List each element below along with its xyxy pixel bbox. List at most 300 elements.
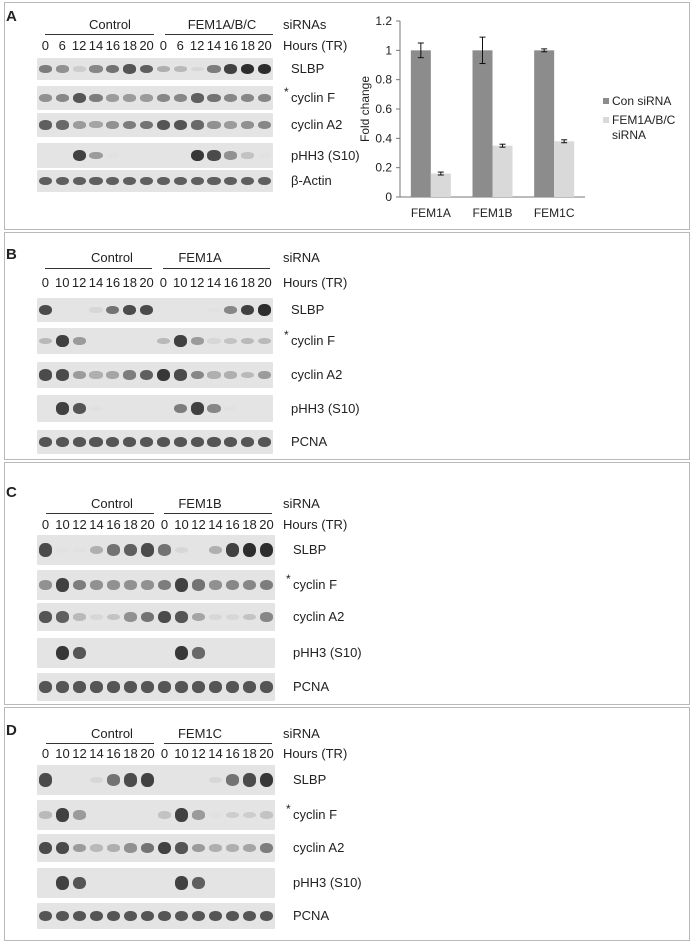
protein-band (56, 646, 69, 660)
hour-label: 18 (242, 517, 257, 532)
group-label-knockdown: FEM1B (178, 496, 222, 511)
x-category-label: FEM1A (410, 206, 451, 220)
protein-band (123, 94, 136, 101)
hours-header: Hours (TR) (283, 275, 348, 290)
protein-band (175, 646, 188, 660)
group-label-knockdown: FEM1A/B/C (187, 17, 257, 32)
hour-label: 0 (159, 38, 168, 53)
protein-band (39, 681, 52, 693)
hours-header: Hours (TR) (283, 746, 348, 761)
protein-band (73, 337, 86, 345)
protein-band (241, 94, 254, 102)
protein-band (141, 773, 154, 787)
hour-label: 16 (106, 517, 121, 532)
x-category-label: FEM1C (533, 206, 575, 220)
hour-label: 14 (206, 275, 222, 290)
group-header: siRNA (283, 250, 320, 265)
protein-band (241, 437, 254, 447)
group-label-control: Control (89, 17, 131, 32)
bar-knockdown (554, 141, 574, 197)
blot-row-label: cyclin A2 (293, 609, 345, 624)
blot-row-label: SLBP (293, 542, 327, 557)
protein-band (106, 153, 119, 158)
protein-band (123, 370, 136, 379)
protein-band (207, 94, 220, 103)
protein-band (260, 543, 273, 558)
protein-band (260, 681, 273, 693)
blot-row-label: SLBP (293, 772, 327, 787)
protein-band (73, 877, 86, 890)
y-tick-label: 0.2 (375, 160, 392, 175)
protein-band (89, 437, 102, 447)
group-label-control: Control (91, 250, 133, 265)
protein-band (89, 65, 102, 72)
protein-band (107, 544, 120, 555)
protein-band (209, 546, 222, 554)
hour-label: 0 (160, 517, 169, 532)
protein-band (56, 547, 69, 553)
protein-band (175, 808, 188, 822)
protein-band (124, 544, 137, 556)
protein-band (141, 612, 154, 622)
protein-band (207, 371, 220, 378)
protein-band (192, 681, 205, 693)
protein-band (140, 437, 153, 447)
hour-label: 18 (123, 517, 138, 532)
hour-label: 12 (191, 517, 206, 532)
protein-band (174, 335, 187, 347)
group-underline-control (45, 34, 154, 35)
protein-band (258, 153, 271, 158)
hour-label: 14 (89, 746, 104, 761)
protein-band (175, 876, 188, 890)
protein-band (39, 811, 52, 819)
nonspecific-band-asterisk: * (284, 85, 289, 99)
protein-band (73, 121, 86, 128)
protein-band (174, 94, 187, 102)
group-underline-control (45, 268, 152, 269)
protein-band (175, 578, 188, 592)
protein-band (89, 177, 102, 186)
blot-row-label: PCNA (291, 434, 328, 449)
y-tick-label: 0.4 (375, 131, 392, 146)
protein-band (90, 580, 103, 590)
protein-band (56, 578, 69, 592)
hour-label: 12 (189, 275, 205, 290)
protein-band (90, 614, 103, 620)
nonspecific-band-asterisk: * (284, 328, 289, 342)
protein-band (73, 681, 86, 693)
protein-band (73, 437, 86, 447)
protein-band (89, 152, 102, 160)
group-underline-knockdown (164, 743, 272, 744)
protein-band (258, 304, 271, 316)
protein-band (191, 337, 204, 345)
protein-band (107, 580, 120, 590)
hour-label: 6 (176, 38, 184, 53)
group-header: siRNAs (283, 17, 327, 32)
protein-band (73, 66, 86, 71)
protein-band (260, 843, 273, 853)
legend-label-knockdown-line1: FEM1A/B/C (612, 113, 676, 127)
protein-band (174, 369, 187, 380)
protein-band (174, 120, 187, 130)
protein-band (175, 611, 188, 623)
protein-band (175, 547, 188, 553)
protein-band (243, 543, 256, 558)
protein-band (56, 876, 69, 890)
panel-letter: A (6, 8, 17, 25)
protein-band (39, 65, 52, 73)
hour-label: 20 (139, 38, 154, 53)
hour-label: 20 (259, 746, 274, 761)
protein-band (158, 842, 171, 855)
protein-band (140, 305, 153, 315)
protein-band (174, 177, 187, 186)
protein-band (90, 777, 103, 783)
protein-band (89, 307, 102, 312)
hour-label: 12 (72, 746, 87, 761)
hour-label: 12 (72, 517, 87, 532)
protein-band (157, 437, 170, 447)
hour-label: 14 (88, 38, 104, 53)
protein-band (56, 842, 69, 854)
y-tick-label: 1.2 (375, 14, 392, 28)
hour-label: 20 (257, 275, 272, 290)
panel-letter: C (6, 484, 17, 501)
protein-band (207, 308, 220, 313)
protein-band (124, 612, 137, 621)
protein-band (224, 151, 237, 159)
protein-band (192, 877, 205, 889)
blot-strip (37, 298, 273, 322)
y-tick-label: 0.6 (375, 102, 392, 116)
protein-band (209, 777, 222, 783)
hour-label: 10 (55, 275, 70, 290)
protein-band (207, 338, 220, 344)
protein-band (175, 681, 188, 693)
protein-band (39, 611, 52, 623)
hours-header: Hours (TR) (283, 38, 348, 53)
protein-band (141, 843, 154, 853)
hour-label: 18 (122, 275, 137, 290)
hour-label: 0 (41, 38, 50, 53)
hour-label: 0 (41, 275, 50, 290)
protein-band (158, 544, 171, 555)
group-underline-knockdown (165, 34, 273, 35)
group-label-control: Control (91, 496, 133, 511)
protein-band (39, 120, 52, 130)
blot-row-label: pHH3 (S10) (291, 400, 360, 416)
protein-band (258, 437, 271, 447)
protein-band (39, 369, 52, 380)
blot-row-label: PCNA (293, 908, 330, 923)
hour-label: 14 (208, 517, 223, 532)
bar-knockdown (431, 174, 451, 197)
blot-row-label: cyclin F (293, 807, 338, 822)
protein-band (207, 150, 220, 161)
protein-band (56, 808, 69, 822)
protein-band (209, 614, 222, 620)
blot-strip (37, 765, 275, 795)
protein-band (39, 580, 52, 590)
hour-label: 12 (71, 38, 87, 53)
protein-band (39, 842, 52, 854)
hour-label: 12 (71, 275, 87, 290)
hour-label: 14 (88, 275, 104, 290)
hour-label: 20 (259, 517, 274, 532)
protein-band (107, 774, 120, 785)
hour-label: 20 (257, 38, 272, 53)
hour-label: 18 (122, 38, 137, 53)
hour-label: 18 (123, 746, 138, 761)
protein-band (241, 121, 254, 129)
hour-label: 20 (140, 746, 155, 761)
protein-band (260, 811, 273, 818)
protein-band (243, 580, 256, 590)
hour-label: 0 (41, 517, 50, 532)
protein-band (89, 406, 102, 411)
protein-band (243, 681, 256, 693)
protein-band (124, 681, 137, 693)
protein-band (106, 371, 119, 379)
protein-band (158, 811, 171, 818)
group-header: siRNA (283, 496, 320, 511)
protein-band (124, 580, 137, 590)
protein-band (89, 371, 102, 378)
protein-band (158, 681, 171, 693)
protein-band (107, 681, 120, 693)
protein-band (140, 370, 153, 381)
blot-row-label: PCNA (293, 679, 330, 694)
protein-band (124, 843, 137, 852)
protein-band (224, 371, 237, 378)
panel-letter: D (6, 722, 17, 739)
protein-band (106, 94, 119, 101)
hour-label: 6 (58, 38, 66, 53)
protein-band (73, 371, 86, 379)
blot-row-label: cyclin F (291, 90, 336, 105)
protein-band (191, 177, 204, 186)
protein-band (73, 547, 86, 553)
hour-label: 16 (105, 275, 121, 290)
protein-band (73, 613, 86, 620)
protein-band (209, 580, 222, 590)
hour-label: 12 (189, 38, 205, 53)
protein-band (207, 121, 220, 129)
protein-band (73, 403, 86, 414)
protein-band (39, 305, 52, 315)
bar-knockdown (493, 146, 513, 197)
bar-control (534, 50, 554, 197)
protein-band (174, 404, 187, 414)
hour-label: 14 (89, 517, 104, 532)
blot-row-label: SLBP (291, 61, 325, 76)
hour-label: 18 (240, 38, 255, 53)
y-tick-label: 1 (385, 43, 392, 58)
hour-label: 0 (159, 275, 168, 290)
hour-label: 10 (55, 746, 70, 761)
protein-band (56, 177, 69, 186)
protein-band (56, 681, 69, 693)
protein-band (73, 150, 86, 161)
protein-band (224, 121, 237, 128)
protein-band (175, 842, 188, 854)
protein-band (141, 580, 154, 590)
protein-band (73, 177, 86, 186)
protein-band (73, 93, 86, 103)
nonspecific-band-asterisk: * (286, 802, 291, 816)
group-underline-knockdown (163, 268, 270, 269)
legend-label-knockdown (612, 113, 676, 142)
blot-row-label: cyclin F (293, 577, 338, 592)
protein-band (192, 647, 205, 659)
legend-swatch-control (603, 98, 609, 104)
y-tick-label: 0 (385, 190, 392, 204)
protein-band (207, 65, 220, 73)
protein-band (157, 66, 170, 72)
protein-band (106, 437, 119, 447)
protein-band (226, 844, 239, 852)
protein-band (107, 844, 120, 852)
hour-label: 16 (105, 38, 121, 53)
hours-header: Hours (TR) (283, 517, 348, 532)
protein-band (209, 681, 222, 693)
protein-band (207, 404, 220, 413)
protein-band (90, 844, 103, 851)
hour-label: 16 (223, 275, 239, 290)
protein-band (209, 812, 222, 818)
blot-row-label: cyclin A2 (291, 117, 343, 132)
protein-band (226, 681, 239, 693)
group-label-control: Control (91, 726, 133, 741)
legend-swatch-knockdown (603, 117, 609, 123)
legend-label-control: Con siRNA (612, 94, 672, 108)
blot-row-label: pHH3 (S10) (291, 147, 360, 163)
protein-band (260, 612, 273, 622)
protein-band (56, 65, 69, 72)
hour-label: 10 (174, 746, 189, 761)
nonspecific-band-asterisk: * (286, 572, 291, 586)
blot-row-label: SLBP (291, 302, 325, 317)
protein-band (90, 546, 103, 554)
hour-label: 12 (191, 746, 206, 761)
y-tick-label: 0.8 (375, 72, 392, 87)
protein-band (157, 120, 170, 130)
hour-label: 16 (223, 38, 239, 53)
protein-band (226, 774, 239, 785)
protein-band (207, 437, 220, 447)
hour-label: 14 (206, 38, 222, 53)
protein-band (140, 94, 153, 101)
hour-label: 14 (208, 746, 223, 761)
protein-band (258, 121, 271, 129)
hour-label: 20 (139, 275, 154, 290)
protein-band (191, 371, 204, 380)
protein-band (192, 613, 205, 621)
protein-band (243, 844, 256, 852)
protein-band (56, 611, 69, 622)
protein-band (243, 773, 256, 786)
protein-band (192, 579, 205, 590)
protein-band (90, 681, 103, 693)
protein-band (209, 844, 222, 852)
protein-band (39, 437, 52, 447)
hour-label: 18 (242, 746, 257, 761)
protein-band (39, 94, 52, 102)
blot-row-label: cyclin A2 (291, 367, 343, 382)
blot-row-label: pHH3 (S10) (293, 875, 362, 890)
protein-band (56, 335, 69, 347)
protein-band (258, 94, 271, 102)
x-category-label: FEM1B (472, 206, 513, 220)
protein-band (191, 437, 204, 447)
protein-band (191, 120, 204, 129)
bar-control (473, 50, 493, 197)
protein-band (191, 150, 204, 162)
y-axis-title: Fold change (358, 75, 372, 143)
protein-band (39, 543, 52, 556)
group-header: siRNA (283, 726, 320, 741)
protein-band (124, 773, 137, 786)
hour-label: 0 (160, 746, 169, 761)
protein-band (56, 120, 69, 129)
protein-band (224, 437, 237, 447)
protein-band (207, 177, 220, 186)
fold-change-bar-chart (355, 6, 685, 221)
protein-band (157, 369, 170, 381)
blot-row-label: cyclin A2 (293, 840, 345, 855)
bar-control (411, 50, 431, 197)
hour-label: 10 (173, 275, 188, 290)
hour-label: 10 (55, 517, 70, 532)
protein-band (89, 94, 102, 103)
hour-label: 16 (225, 517, 240, 532)
protein-band (191, 93, 204, 103)
blot-row-label: pHH3 (S10) (293, 645, 362, 660)
protein-band (226, 580, 239, 590)
protein-band (123, 437, 136, 447)
protein-band (56, 369, 69, 380)
blot-row-label: cyclin F (291, 333, 336, 348)
protein-band (241, 152, 254, 158)
protein-band (56, 402, 69, 414)
hour-label: 10 (174, 517, 189, 532)
hour-label: 0 (41, 746, 50, 761)
protein-band (39, 773, 52, 786)
protein-band (56, 94, 69, 102)
protein-band (106, 121, 119, 129)
protein-band (157, 94, 170, 102)
protein-band (226, 543, 239, 557)
protein-band (123, 64, 136, 73)
protein-band (192, 810, 205, 819)
hour-label: 18 (240, 275, 255, 290)
protein-band (141, 681, 154, 693)
group-label-knockdown: FEM1C (177, 726, 223, 741)
protein-band (260, 773, 273, 787)
panel-letter: B (6, 246, 17, 263)
protein-band (141, 543, 154, 556)
protein-band (224, 64, 237, 74)
protein-band (73, 647, 86, 660)
group-underline-knockdown (164, 513, 272, 514)
protein-band (174, 437, 187, 447)
hour-label: 16 (106, 746, 121, 761)
protein-band (226, 614, 239, 620)
protein-band (174, 66, 187, 72)
protein-band (73, 810, 86, 819)
